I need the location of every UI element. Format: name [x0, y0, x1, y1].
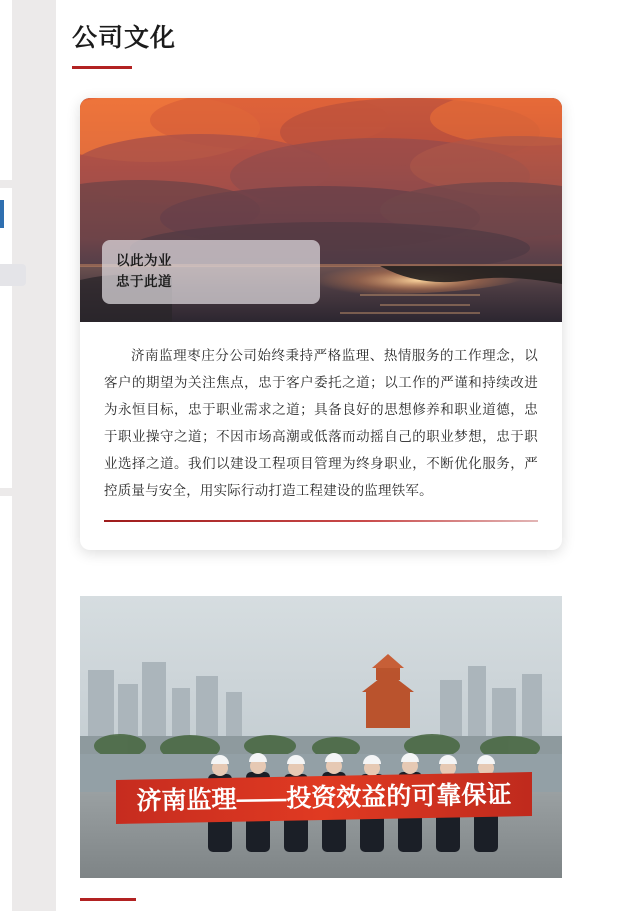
hero-quote-box [102, 240, 320, 304]
left-edge-strip-middle [0, 188, 12, 488]
left-edge-strip-top [0, 0, 12, 180]
culture-card [80, 98, 562, 550]
culture-paragraph: 济南监理枣庄分公司始终秉持严格监理、热情服务的工作理念，以客户的期望为关注焦点，忠于客户委托之道；以工作的严谨和持续改进为永恒目标，忠于职业需求之道；具备良好的思想修养和职业道德，忠于职业操守之道；不因市场高潮或低落而动摇自己的职业梦想，忠于职业选择之道。我们以建设工程项目管理为终身职业，不断优化服务，严控质量与安全，用实际行动打造工程建设的监理铁军。 [104, 348, 538, 498]
team-photo [80, 596, 562, 878]
card-body [80, 322, 562, 550]
bottom-accent-rule [80, 898, 136, 901]
title-underline [72, 66, 132, 69]
left-edge-strip-bottom [0, 496, 12, 911]
body-divider [104, 520, 538, 522]
page-title: 公司文化 [72, 24, 177, 52]
hero-quote-line-1: 以此为业 [116, 253, 172, 268]
team-photo-illustration [80, 596, 562, 878]
hero-quote-line-2: 忠于此道 [116, 274, 172, 289]
content-panel [56, 0, 634, 911]
hero-image [80, 98, 562, 322]
svg-text:济南监理——投资效益的可靠保证: 济南监理——投资效益的可靠保证 [136, 780, 512, 816]
left-accent-bar [0, 200, 4, 228]
left-chip [0, 264, 26, 286]
